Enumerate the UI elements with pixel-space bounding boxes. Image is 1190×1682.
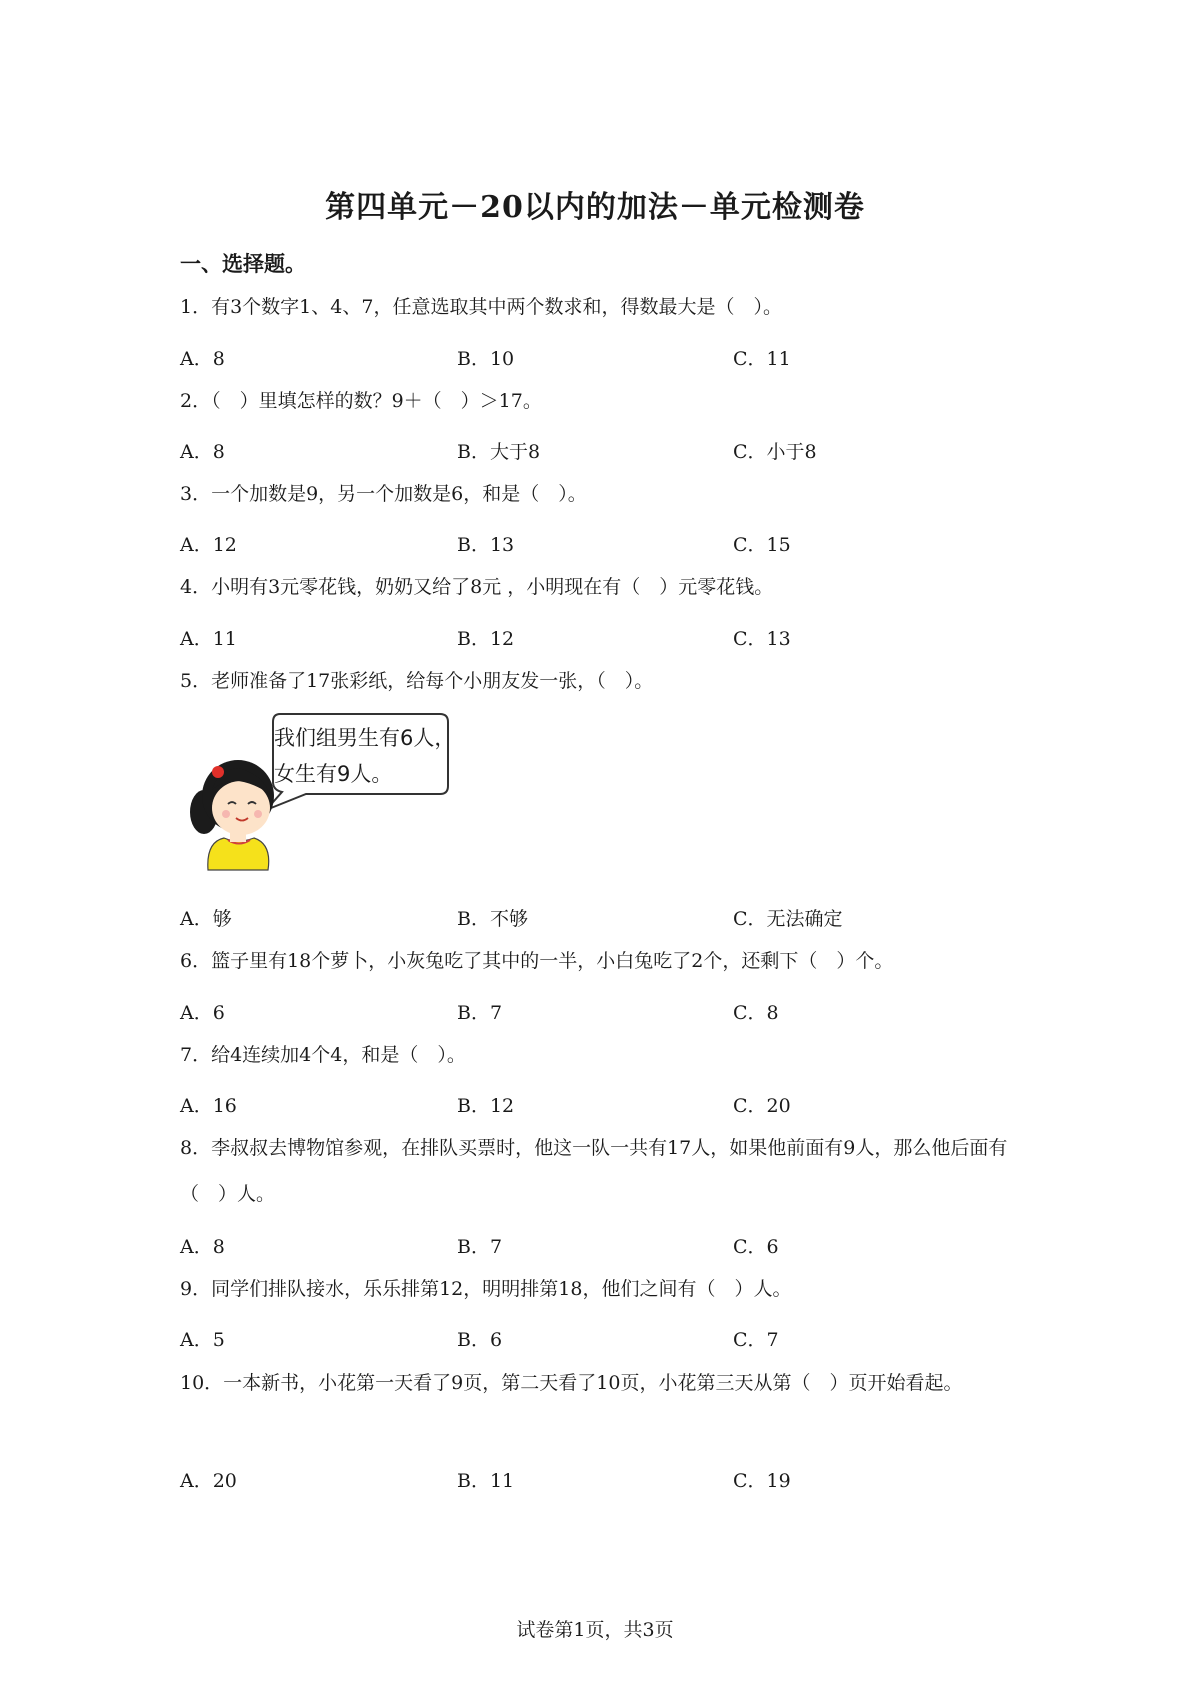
question-7-option-c[interactable]: C．20 xyxy=(733,1095,791,1117)
question-10-option-b[interactable]: B．11 xyxy=(457,1470,515,1492)
question-5-option-c[interactable]: C．无法确定 xyxy=(733,908,843,930)
question-9-option-c[interactable]: C．7 xyxy=(733,1329,779,1351)
page-title: 第四单元－20以内的加法－单元检测卷 xyxy=(325,190,865,225)
question-1-option-c[interactable]: C．11 xyxy=(733,348,791,370)
question-4-option-c[interactable]: C．13 xyxy=(733,628,791,650)
question-6-stem: 6．篮子里有18个萝卜，小灰兔吃了其中的一半，小白兔吃了2个，还剩下（ ）个。 xyxy=(180,950,894,972)
question-4-option-a[interactable]: A．11 xyxy=(180,628,237,650)
girl-face xyxy=(212,781,270,835)
speech-bubble-line-1: 我们组男生有6人， xyxy=(274,726,456,750)
question-9-option-a[interactable]: A．5 xyxy=(180,1329,225,1351)
question-3-option-a[interactable]: A．12 xyxy=(180,534,237,556)
section-heading: 一、选择题。 xyxy=(180,251,306,276)
girl-speech-illustration xyxy=(178,712,458,887)
speech-bubble-line-2: 女生有9人。 xyxy=(274,762,393,786)
question-4-stem: 4．小明有3元零花钱，奶奶又给了8元 ，小明现在有（ ）元零花钱。 xyxy=(180,576,774,598)
question-8-option-b[interactable]: B．7 xyxy=(457,1236,503,1258)
girl-right-cheek xyxy=(254,810,262,818)
girl-hair-bow xyxy=(212,766,224,778)
question-9-option-b[interactable]: B．6 xyxy=(457,1329,503,1351)
question-9-stem: 9．同学们排队接水，乐乐排第12，明明排第18，他们之间有（ ）人。 xyxy=(180,1278,792,1300)
question-3-option-b[interactable]: B．13 xyxy=(457,534,515,556)
question-10-option-a[interactable]: A．20 xyxy=(180,1470,237,1492)
question-2-option-b[interactable]: B．大于8 xyxy=(457,441,541,463)
question-1-stem: 1．有3个数字1、4、7，任意选取其中两个数求和，得数最大是（ ）。 xyxy=(180,296,782,318)
question-2-option-a[interactable]: A．8 xyxy=(180,441,225,463)
question-5-option-b[interactable]: B．不够 xyxy=(457,908,528,930)
question-2-option-c[interactable]: C．小于8 xyxy=(733,441,817,463)
question-8-option-c[interactable]: C．6 xyxy=(733,1236,779,1258)
question-3-option-c[interactable]: C．15 xyxy=(733,534,791,556)
question-3-stem: 3．一个加数是9，另一个加数是6，和是（ ）。 xyxy=(180,483,587,505)
question-7-stem: 7．给4连续加4个4，和是（ ）。 xyxy=(180,1044,466,1066)
question-10-option-c[interactable]: C．19 xyxy=(733,1470,791,1492)
question-1-option-b[interactable]: B．10 xyxy=(457,348,515,370)
question-8-option-a[interactable]: A．8 xyxy=(180,1236,225,1258)
question-2-stem: 2．（ ）里填怎样的数？9＋（ ）＞17。 xyxy=(180,390,542,412)
question-7-option-b[interactable]: B．12 xyxy=(457,1095,515,1117)
question-10-stem: 10．一本新书，小花第一天看了9页，第二天看了10页，小花第三天从第（ ）页开始看起。 xyxy=(180,1372,963,1394)
girl-left-cheek xyxy=(222,810,230,818)
question-1-option-a[interactable]: A．8 xyxy=(180,348,225,370)
question-5-stem: 5．老师准备了17张彩纸，给每个小朋友发一张，（ ）。 xyxy=(180,670,654,692)
page-footer: 试卷第1页，共3页 xyxy=(516,1619,674,1641)
question-7-option-a[interactable]: A．16 xyxy=(180,1095,237,1117)
question-8-stem: 8．李叔叔去博物馆参观，在排队买票时，他这一队一共有17人，如果他前面有9人，那么他后面有（ ）人。 xyxy=(180,1137,1008,1205)
question-6-option-a[interactable]: A．6 xyxy=(180,1002,225,1024)
question-5-option-a[interactable]: A．够 xyxy=(180,908,232,930)
question-6-option-b[interactable]: B．7 xyxy=(457,1002,503,1024)
question-6-option-c[interactable]: C．8 xyxy=(733,1002,779,1024)
question-4-option-b[interactable]: B．12 xyxy=(457,628,515,650)
